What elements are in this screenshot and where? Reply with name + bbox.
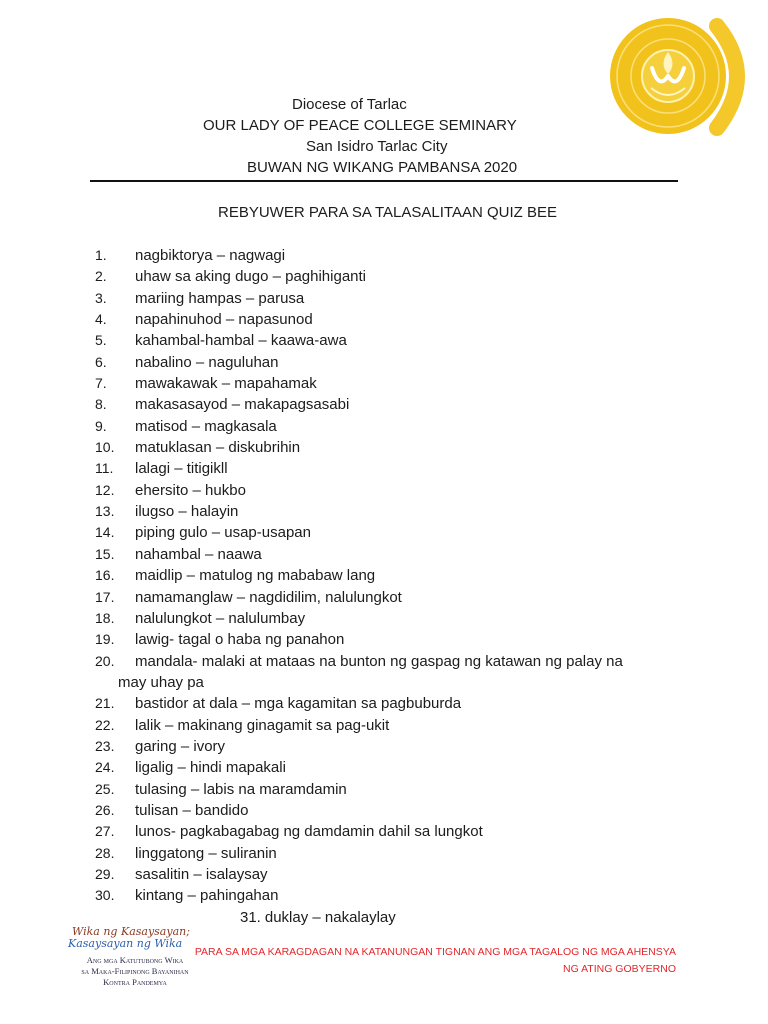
item-number: 1.: [95, 247, 107, 263]
item-number: 5.: [95, 332, 107, 349]
list-item-line: [95, 821, 695, 842]
item-number: 23.: [95, 737, 115, 754]
list-item-line: [95, 651, 695, 672]
item-text: maidlip – matulog ng mababaw lang: [135, 567, 376, 585]
list-item: [95, 522, 695, 543]
commission-seal-icon: [605, 12, 755, 142]
list-item-line: [95, 330, 695, 351]
item-number: 22.: [95, 716, 115, 733]
item-text: tulasing – labis na maramdamin: [135, 780, 347, 798]
logo-tagline-2: sa Maka-Filipinong Bayanihan: [81, 966, 189, 976]
list-item-line: [95, 693, 695, 714]
list-item-line: [95, 843, 695, 864]
list-item: [95, 693, 695, 714]
item-text: lawig- tagal o haba ng panahon: [135, 631, 345, 649]
item-text: mandala- malaki at mataas na bunton ng gaspag ng katawan ng palay na: [135, 652, 623, 670]
item-number: 18.: [95, 609, 115, 626]
list-item: [95, 864, 695, 885]
list-item: [95, 544, 695, 565]
logo-tagline-3: Kontra Pandemya: [103, 977, 167, 987]
item-number: 11.: [95, 460, 114, 477]
item-number: 25.: [95, 780, 115, 797]
item-text: mariing hampas – parusa: [135, 289, 305, 307]
item-text: piping gulo – usap-usapan: [135, 524, 311, 542]
list-item: [95, 288, 695, 309]
institution-name: OUR LADY OF PEACE COLLEGE SEMINARY: [203, 117, 517, 134]
list-item: [95, 266, 695, 287]
list-item: [95, 779, 695, 800]
item-text: mawakawak – mapahamak: [135, 375, 317, 393]
list-item-line: [95, 565, 695, 586]
list-item: [95, 757, 695, 778]
list-item: [95, 437, 695, 458]
item-text: kahambal-hambal – kaawa-awa: [135, 332, 347, 350]
list-item-line: [95, 757, 695, 778]
item-text: bastidor at dala – mga kagamitan sa pagbuburda: [135, 695, 462, 713]
item-text: lunos- pagkabagabag ng damdamin dahil sa lungkot: [135, 823, 483, 841]
list-item-line: [95, 266, 695, 287]
list-item: [95, 843, 695, 864]
list-item-line: [95, 309, 695, 330]
item-number: 24.: [95, 759, 115, 776]
vocabulary-list: [95, 245, 695, 907]
list-item-line: [95, 437, 695, 458]
list-item-line: [95, 736, 695, 757]
list-item-line: [95, 608, 695, 629]
list-item: [95, 800, 695, 821]
item-number: 9.: [95, 417, 107, 434]
list-item: [95, 309, 695, 330]
list-item-line: [95, 864, 695, 885]
item-number: 3.: [95, 289, 107, 306]
list-item: [95, 373, 695, 394]
institution-location: San Isidro Tarlac City: [306, 138, 448, 155]
item-text: ilugso – halayin: [135, 503, 239, 521]
header-divider: [90, 180, 678, 182]
item-text: nahambal – naawa: [135, 545, 262, 563]
list-item: [95, 715, 695, 736]
list-item-line: [95, 501, 695, 522]
item-text: makasasayod – makapagsasabi: [135, 396, 350, 414]
list-item: [95, 651, 695, 694]
item-text: matisod – magkasala: [135, 417, 277, 435]
item-number: 4.: [95, 311, 107, 328]
wika-ng-kasaysayan-logo: [64, 922, 206, 992]
item-number: 26.: [95, 801, 115, 818]
logo-tagline-1: Ang mga Katutubong Wika: [86, 955, 184, 965]
diocese-name: Diocese of Tarlac: [292, 96, 407, 113]
list-item-line: [95, 715, 695, 736]
list-item: [95, 565, 695, 586]
item-text: nabalino – naguluhan: [135, 353, 279, 371]
footer-note: [195, 944, 676, 978]
list-item: [95, 587, 695, 608]
item-number: 10.: [95, 439, 115, 456]
list-item: [95, 629, 695, 650]
item-text: nagbiktorya – nagwagi: [135, 247, 286, 264]
item-text: lalagi – titigikll: [135, 460, 228, 478]
logo-tagline: [64, 955, 206, 988]
list-item: [95, 352, 695, 373]
item-text: matuklasan – diskubrihin: [135, 439, 301, 457]
list-item: [95, 480, 695, 501]
footer-note-line-2: NG ATING GOBYERNO: [563, 963, 676, 975]
item-number: 6.: [95, 353, 107, 370]
item-text: napahinuhod – napasunod: [135, 311, 313, 329]
list-item: [95, 885, 695, 906]
item-text: sasalitin – isalaysay: [135, 865, 268, 883]
list-item-line: [95, 629, 695, 650]
list-item-line: [95, 352, 695, 373]
list-item-line: [95, 480, 695, 501]
item-text: ligalig – hindi mapakali: [135, 759, 286, 777]
list-item: [95, 501, 695, 522]
list-item: [95, 821, 695, 842]
item-number: 13.: [95, 503, 115, 520]
item-number: 2.: [95, 268, 107, 285]
document-title: REBYUWER PARA SA TALASALITAAN QUIZ BEE: [218, 204, 557, 221]
item-number: 21.: [95, 695, 115, 712]
list-item-line: [95, 394, 695, 415]
event-name: BUWAN NG WIKANG PAMBANSA 2020: [247, 159, 518, 176]
list-item: [95, 736, 695, 757]
item-number: 12.: [95, 481, 115, 498]
item-number: 14.: [95, 524, 115, 541]
list-item: [95, 608, 695, 629]
item-number: 8.: [95, 396, 107, 413]
item-number: 7.: [95, 375, 107, 392]
item-number: 17.: [95, 588, 115, 605]
item-text: uhaw sa aking dugo – paghihiganti: [135, 268, 367, 286]
list-item-line: [95, 288, 695, 309]
list-item: [95, 245, 695, 266]
list-item-line: [95, 544, 695, 565]
item-number: 28.: [95, 844, 115, 861]
item-number: 29.: [95, 865, 115, 882]
item-text: garing – ivory: [135, 737, 226, 755]
list-item-line: [95, 779, 695, 800]
item-number: 27.: [95, 823, 115, 840]
list-item-last: [240, 907, 396, 928]
item-text: duklay – nakalaylay: [264, 909, 396, 926]
item-number: 30.: [95, 887, 115, 904]
item-text-continuation: may uhay pa: [118, 673, 204, 691]
item-text: lalik – makinang ginagamit sa pag-ukit: [135, 716, 390, 734]
list-item-line: [95, 800, 695, 821]
logo-line-2: Kasaysayan ng Wika: [68, 937, 183, 950]
item-text: tulisan – bandido: [135, 801, 249, 819]
list-item-line: [95, 885, 695, 906]
item-number: 15.: [95, 545, 115, 562]
list-item-line: [95, 373, 695, 394]
list-item: [95, 394, 695, 415]
list-item-line: [95, 587, 695, 608]
item-text: kintang – pahingahan: [135, 887, 279, 905]
item-text: namamanglaw – nagdidilim, nalulungkot: [135, 588, 402, 606]
list-item: [95, 330, 695, 351]
item-number: 16.: [95, 567, 115, 584]
list-item-line: [95, 458, 695, 479]
list-item: [95, 458, 695, 479]
logo-line-1: Wika ng Kasaysayan;: [72, 925, 190, 938]
list-item-line: [95, 245, 695, 266]
item-number: 19.: [95, 631, 115, 648]
list-item: [95, 416, 695, 437]
footer-note-line-1: PARA SA MGA KARAGDAGAN NA KATANUNGAN TIGNAN ANG MGA TAGALOG NG MGA AHENSYA: [194, 946, 676, 958]
item-text: ehersito – hukbo: [135, 481, 246, 499]
item-number: 20.: [95, 652, 115, 669]
item-text: nalulungkot – nalulumbay: [135, 609, 306, 627]
list-item-line: [95, 416, 695, 437]
item-text: linggatong – suliranin: [135, 844, 277, 862]
item-number: 31.: [240, 909, 261, 926]
list-item-line: [95, 522, 695, 543]
